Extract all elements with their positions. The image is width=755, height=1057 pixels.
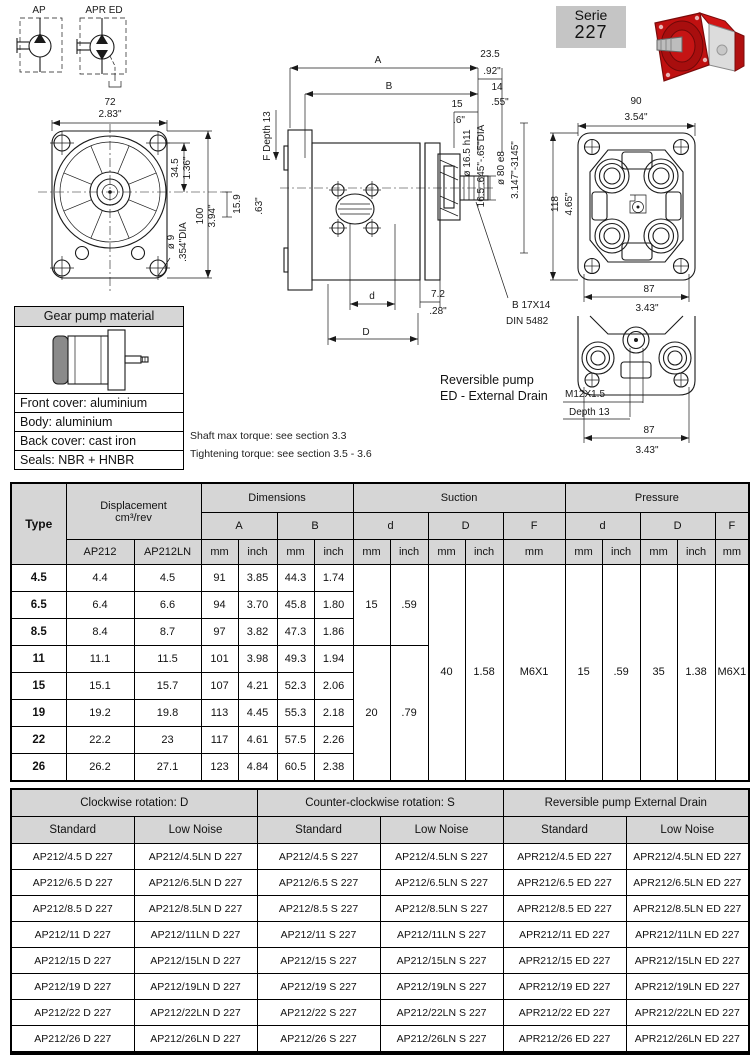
dim-back-87-in: 3.43" — [635, 303, 659, 314]
sub-header-standard: Standard — [257, 817, 380, 844]
merged-cell-pressure-D-mm: 35 — [640, 565, 677, 781]
dim-back-118-mm: 118 — [550, 196, 561, 212]
displacement-line2: cm³/rev — [115, 511, 152, 524]
merged-cell-suction-D-inch: 1.58 — [465, 565, 503, 781]
dim-side-d: d — [369, 291, 375, 302]
note-tightening-torque: Tightening torque: see section 3.5 - 3.6 — [190, 448, 372, 460]
row-type: 8.5 — [11, 619, 66, 646]
sub-header-low-noise: Low Noise — [380, 817, 503, 844]
cell: 91 — [201, 565, 238, 592]
material-front-cover: Front cover: aluminium — [15, 393, 183, 412]
dim-front-100-in: 3.94" — [207, 204, 218, 228]
order-row: AP212/15 D 227 AP212/15LN D 227 AP212/15 S 227 AP212/15LN S 227 APR212/15 ED 227 APR212/15LN ED 227 — [11, 948, 749, 974]
order-row: AP212/19 D 227 AP212/19LN D 227 AP212/19 S 227 AP212/19LN S 227 APR212/19 ED 227 APR212/19LN ED 227 — [11, 974, 749, 1000]
dim-side-pilot-mm: ø 80 e8 — [496, 151, 507, 185]
dim-side-7_2-mm: 7.2 — [431, 289, 445, 300]
col-header-pressure-d: d — [565, 513, 640, 540]
pump-photo — [645, 5, 753, 95]
order-row: AP212/6.5 D 227 AP212/6.5LN D 227 AP212/6.5 S 227 AP212/6.5LN S 227 APR212/6.5 ED 227 APR212/6.5LN ED 227 — [11, 870, 749, 896]
col-header-suction-D: D — [428, 513, 503, 540]
dim-front-hole-in: .354"DIA — [178, 222, 189, 262]
dim-back-87-mm: 87 — [643, 284, 655, 295]
row-type: 22 — [11, 727, 66, 754]
unit-mm: mm — [640, 540, 677, 565]
merged-cell-pressure-F: M6X1 — [715, 565, 749, 781]
unit-mm: mm — [277, 540, 314, 565]
merged-cell-suction-d2-mm: 20 — [353, 646, 390, 781]
serie-number: 227 — [574, 22, 608, 43]
dim-side-pilot-in: 3.147"-3145" — [510, 141, 521, 199]
dimensions-table — [10, 482, 750, 782]
dim-side-15-in: .6" — [453, 115, 465, 126]
dim-side-23_5-in: .92" — [483, 66, 501, 77]
order-row: AP212/11 D 227 AP212/11LN D 227 AP212/11 S 227 AP212/11LN S 227 APR212/11 ED 227 APR212/11LN ED 227 — [11, 922, 749, 948]
dim-front-34_5-in: 1.36" — [182, 156, 193, 180]
sub-header-standard: Standard — [11, 817, 134, 844]
front-view-drawing — [22, 96, 254, 308]
dim-side-A: A — [374, 55, 382, 66]
material-box-drawing — [15, 327, 183, 393]
unit-inch: inch — [465, 540, 503, 565]
merged-cell-suction-D-mm: 40 — [428, 565, 465, 781]
col-header-suction: Suction — [353, 483, 565, 513]
table-row: 22 22.2 23 117 4.61 57.5 2.26 — [11, 727, 749, 754]
dim-side-f-depth: F Depth 13 — [262, 111, 273, 161]
dim-back-90-in: 3.54" — [624, 112, 648, 123]
dim-rev-thread: M12X1.5 — [565, 389, 606, 400]
reversible-pump-caption — [440, 373, 548, 404]
row-type: 6.5 — [11, 592, 66, 619]
dim-side-B: B — [385, 81, 393, 92]
merged-cell-pressure-D-inch: 1.38 — [677, 565, 715, 781]
col-header-pressure: Pressure — [565, 483, 749, 513]
dim-side-shaft-in: 16.5 .645"-.65"DIA — [476, 124, 487, 208]
material-box-title: Gear pump material — [15, 307, 183, 327]
table-row: 15 15.1 15.7 107 4.21 52.3 2.06 — [11, 673, 749, 700]
back-view-drawing — [548, 92, 755, 314]
apred-symbol-drawing — [72, 2, 136, 97]
merged-cell-pressure-d-mm: 15 — [565, 565, 602, 781]
unit-mm: mm — [201, 540, 238, 565]
unit-mm: mm — [715, 540, 749, 565]
dim-back-118-in: 4.65" — [564, 192, 575, 216]
material-back-cover: Back cover: cast iron — [15, 431, 183, 450]
dim-rev-87-in: 3.43" — [635, 445, 659, 456]
dim-front-100-mm: 100 — [195, 207, 206, 225]
unit-inch: inch — [602, 540, 640, 565]
row-type: 4.5 — [11, 565, 66, 592]
sub-header-standard: Standard — [503, 817, 626, 844]
merged-cell-suction-d-inch: .59 — [390, 565, 428, 646]
merged-cell-suction-F: M6X1 — [503, 565, 565, 781]
table-row: 6.5 6.4 6.6 94 3.70 45.8 1.80 — [11, 592, 749, 619]
row-type: 19 — [11, 700, 66, 727]
col-header-b: B — [277, 513, 353, 540]
unit-mm: mm — [428, 540, 465, 565]
dim-side-15-mm: 15 — [451, 99, 463, 110]
sub-header-low-noise: Low Noise — [134, 817, 257, 844]
cell: 44.3 — [277, 565, 314, 592]
dim-side-14-in: .55" — [491, 97, 509, 108]
row-type: 26 — [11, 754, 66, 781]
merged-cell-suction-d2-inch: .79 — [390, 646, 428, 781]
side-view-drawing — [250, 48, 555, 350]
dim-side-shaft-mm: ø 16.5 h11 — [462, 129, 473, 177]
col-header-suction-f: F — [503, 513, 565, 540]
dim-front-width-mm: 72 — [104, 97, 116, 108]
order-row: AP212/22 D 227 AP212/22LN D 227 AP212/22 S 227 AP212/22LN S 227 APR212/22 ED 227 APR212/22LN ED 227 — [11, 1000, 749, 1026]
dim-front-width-in: 2.83" — [98, 109, 122, 120]
col-header-ap212ln: AP212LN — [134, 540, 201, 565]
ap-symbol-drawing — [12, 2, 72, 87]
material-body: Body: aluminium — [15, 412, 183, 431]
group-header-reversible: Reversible pump External Drain — [503, 789, 749, 817]
merged-cell-suction-d-mm: 15 — [353, 565, 390, 646]
dim-front-34_5-mm: 34.5 — [170, 158, 181, 178]
col-header-pressure-f: F — [715, 513, 749, 540]
col-header-ap212: AP212 — [66, 540, 134, 565]
dim-back-90-mm: 90 — [630, 96, 642, 107]
unit-mm: mm — [353, 540, 390, 565]
row-type: 11 — [11, 646, 66, 673]
reversible-pump-caption-line2: ED - External Drain — [440, 388, 548, 403]
ordering-codes-table — [10, 788, 750, 1055]
row-type: 15 — [11, 673, 66, 700]
note-shaft-torque: Shaft max torque: see section 3.3 — [190, 430, 347, 442]
unit-mm: mm — [565, 540, 602, 565]
unit-inch: inch — [238, 540, 277, 565]
apred-symbol-label: APR ED — [85, 5, 123, 16]
cell: 3.85 — [238, 565, 277, 592]
merged-cell-pressure-d-inch: .59 — [602, 565, 640, 781]
material-box — [14, 306, 184, 470]
reversible-view-drawing — [548, 316, 755, 460]
order-row: AP212/4.5 D 227 AP212/4.5LN D 227 AP212/4.5 S 227 AP212/4.5LN S 227 APR212/4.5 ED 227 APR212/4.5LN ED 227 — [11, 844, 749, 870]
sub-header-low-noise: Low Noise — [626, 817, 749, 844]
dim-side-63-in: .63" — [254, 197, 265, 215]
dim-rev-depth: Depth 13 — [569, 407, 610, 418]
table-row: 11 11.1 11.5 101 3.98 49.3 1.94 20 .79 — [11, 646, 749, 673]
dim-side-23_5-mm: 23.5 — [480, 49, 500, 60]
material-seals: Seals: NBR + HNBR — [15, 450, 183, 469]
unit-inch: inch — [677, 540, 715, 565]
serie-badge — [556, 6, 626, 48]
unit-inch: inch — [390, 540, 428, 565]
dim-front-15_9-mm: 15.9 — [232, 194, 243, 214]
col-header-dimensions: Dimensions — [201, 483, 353, 513]
group-header-clockwise: Clockwise rotation: D — [11, 789, 257, 817]
table-row: 19 19.2 19.8 113 4.45 55.3 2.18 — [11, 700, 749, 727]
cell: 4.5 — [134, 565, 201, 592]
col-header-a: A — [201, 513, 277, 540]
cell: 1.74 — [314, 565, 353, 592]
reversible-pump-caption-line1: Reversible pump — [440, 373, 534, 387]
label-spline-type: B 17X14 — [512, 300, 551, 311]
col-header-pressure-D: D — [640, 513, 715, 540]
dim-rev-87-mm: 87 — [643, 425, 655, 436]
unit-inch: inch — [314, 540, 353, 565]
displacement-line1: Displacement — [100, 499, 167, 512]
dim-front-hole-mm: ø 9 — [166, 234, 177, 250]
unit-mm: mm — [503, 540, 565, 565]
dim-side-D: D — [362, 327, 370, 338]
group-header-counter-clockwise: Counter-clockwise rotation: S — [257, 789, 503, 817]
col-header-displacement — [66, 483, 201, 540]
table-row: 26 26.2 27.1 123 4.84 60.5 2.38 — [11, 754, 749, 781]
ap-symbol-label: AP — [32, 5, 46, 16]
col-header-suction-d: d — [353, 513, 428, 540]
cell: 4.4 — [66, 565, 134, 592]
order-row: AP212/26 D 227 AP212/26LN D 227 AP212/26 S 227 AP212/26LN S 227 APR212/26 ED 227 APR212/26LN ED 227 — [11, 1026, 749, 1054]
table-row — [11, 565, 749, 592]
dim-side-7_2-in: .28" — [429, 306, 447, 317]
label-spline-din: DIN 5482 — [506, 316, 549, 327]
table-row: 8.5 8.4 8.7 97 3.82 47.3 1.86 — [11, 619, 749, 646]
dim-side-14-mm: 14 — [491, 82, 503, 93]
order-row: AP212/8.5 D 227 AP212/8.5LN D 227 AP212/8.5 S 227 AP212/8.5LN S 227 APR212/8.5 ED 227 APR212/8.5LN ED 227 — [11, 896, 749, 922]
col-header-type: Type — [11, 483, 66, 565]
serie-label: Serie — [574, 7, 608, 23]
